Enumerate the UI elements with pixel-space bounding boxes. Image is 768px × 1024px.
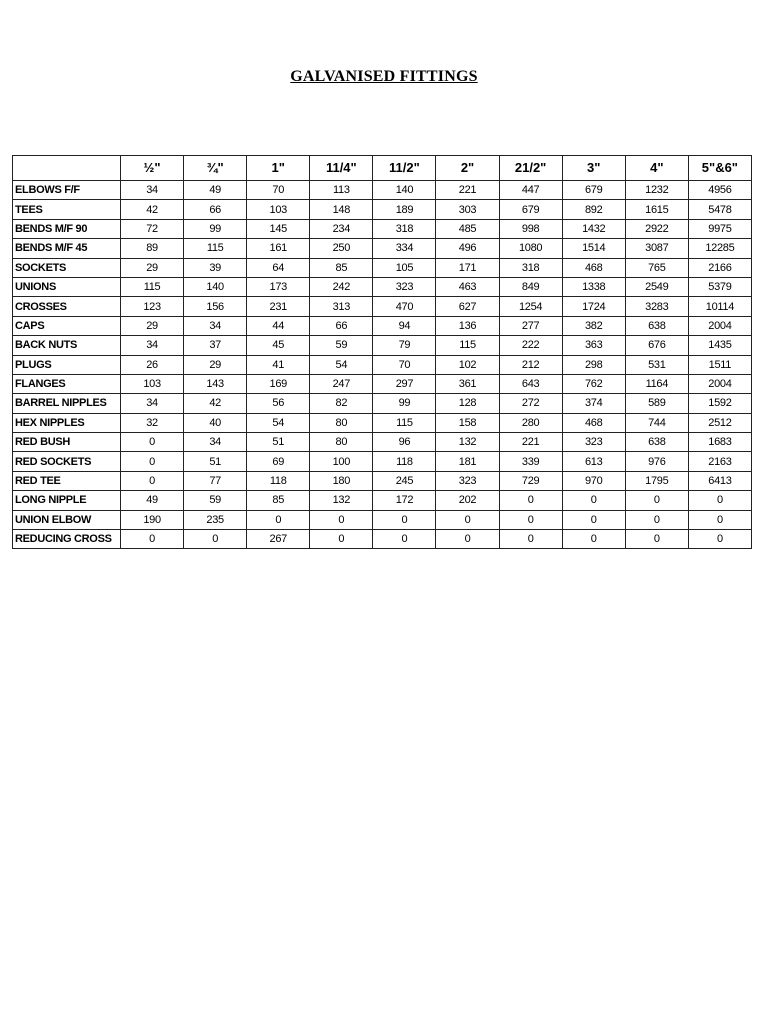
table-row — [13, 297, 752, 316]
row-label: PLUGS — [13, 355, 121, 374]
price-cell: 2549 — [625, 277, 688, 296]
price-cell: 676 — [625, 336, 688, 355]
column-header: 11/4" — [310, 156, 373, 181]
price-cell: 2512 — [688, 413, 751, 432]
price-cell: 64 — [247, 258, 310, 277]
price-cell: 729 — [499, 471, 562, 490]
price-cell: 49 — [184, 181, 247, 200]
price-cell: 118 — [247, 471, 310, 490]
price-cell: 0 — [436, 530, 499, 549]
price-cell: 250 — [310, 239, 373, 258]
price-cell: 70 — [247, 181, 310, 200]
price-cell: 115 — [184, 239, 247, 258]
fittings-table-container — [12, 155, 751, 549]
price-cell: 59 — [310, 336, 373, 355]
price-cell: 140 — [184, 277, 247, 296]
price-cell: 41 — [247, 355, 310, 374]
row-label: CAPS — [13, 316, 121, 335]
price-cell: 1724 — [562, 297, 625, 316]
price-cell: 132 — [436, 433, 499, 452]
price-cell: 643 — [499, 374, 562, 393]
column-header: 1" — [247, 156, 310, 181]
price-cell: 1254 — [499, 297, 562, 316]
price-cell: 2166 — [688, 258, 751, 277]
price-cell: 323 — [373, 277, 436, 296]
price-cell: 638 — [625, 316, 688, 335]
price-cell: 0 — [499, 530, 562, 549]
price-cell: 1435 — [688, 336, 751, 355]
header-corner-cell — [13, 156, 121, 181]
price-cell: 0 — [688, 510, 751, 529]
price-cell: 0 — [499, 491, 562, 510]
price-cell: 9975 — [688, 219, 751, 238]
price-cell: 49 — [121, 491, 184, 510]
price-cell: 77 — [184, 471, 247, 490]
price-cell: 32 — [121, 413, 184, 432]
price-cell: 531 — [625, 355, 688, 374]
row-label: HEX NIPPLES — [13, 413, 121, 432]
price-cell: 2163 — [688, 452, 751, 471]
price-cell: 222 — [499, 336, 562, 355]
price-cell: 247 — [310, 374, 373, 393]
price-cell: 5379 — [688, 277, 751, 296]
price-cell: 44 — [247, 316, 310, 335]
price-cell: 94 — [373, 316, 436, 335]
table-row — [13, 374, 752, 393]
price-cell: 0 — [310, 530, 373, 549]
price-cell: 12285 — [688, 239, 751, 258]
price-cell: 115 — [121, 277, 184, 296]
price-cell: 59 — [184, 491, 247, 510]
price-cell: 103 — [121, 374, 184, 393]
price-cell: 245 — [373, 471, 436, 490]
row-label: LONG NIPPLE — [13, 491, 121, 510]
column-header: 5"&6" — [688, 156, 751, 181]
price-cell: 1432 — [562, 219, 625, 238]
price-cell: 96 — [373, 433, 436, 452]
price-cell: 0 — [310, 510, 373, 529]
price-cell: 69 — [247, 452, 310, 471]
table-header-row — [13, 156, 752, 181]
price-cell: 169 — [247, 374, 310, 393]
price-cell: 45 — [247, 336, 310, 355]
price-cell: 51 — [247, 433, 310, 452]
column-header: ¾" — [184, 156, 247, 181]
price-cell: 382 — [562, 316, 625, 335]
price-cell: 0 — [688, 530, 751, 549]
price-cell: 970 — [562, 471, 625, 490]
price-cell: 5478 — [688, 200, 751, 219]
price-cell: 470 — [373, 297, 436, 316]
price-cell: 34 — [121, 181, 184, 200]
price-cell: 80 — [310, 413, 373, 432]
price-cell: 72 — [121, 219, 184, 238]
price-cell: 10114 — [688, 297, 751, 316]
price-cell: 161 — [247, 239, 310, 258]
price-cell: 280 — [499, 413, 562, 432]
price-cell: 34 — [121, 394, 184, 413]
price-cell: 136 — [436, 316, 499, 335]
price-cell: 1615 — [625, 200, 688, 219]
price-cell: 1164 — [625, 374, 688, 393]
price-cell: 39 — [184, 258, 247, 277]
price-cell: 298 — [562, 355, 625, 374]
price-cell: 173 — [247, 277, 310, 296]
price-cell: 762 — [562, 374, 625, 393]
price-cell: 0 — [373, 530, 436, 549]
price-cell: 26 — [121, 355, 184, 374]
column-header: 21/2" — [499, 156, 562, 181]
price-cell: 190 — [121, 510, 184, 529]
price-cell: 66 — [184, 200, 247, 219]
price-cell: 447 — [499, 181, 562, 200]
price-cell: 339 — [499, 452, 562, 471]
price-cell: 2004 — [688, 316, 751, 335]
row-label: FLANGES — [13, 374, 121, 393]
table-row — [13, 510, 752, 529]
price-cell: 318 — [499, 258, 562, 277]
table-row — [13, 239, 752, 258]
price-cell: 0 — [184, 530, 247, 549]
price-cell: 105 — [373, 258, 436, 277]
price-cell: 0 — [625, 510, 688, 529]
price-cell: 99 — [373, 394, 436, 413]
table-row — [13, 530, 752, 549]
price-cell: 128 — [436, 394, 499, 413]
row-label: SOCKETS — [13, 258, 121, 277]
price-cell: 6413 — [688, 471, 751, 490]
price-cell: 2004 — [688, 374, 751, 393]
price-cell: 0 — [562, 510, 625, 529]
price-cell: 115 — [436, 336, 499, 355]
price-cell: 0 — [562, 530, 625, 549]
price-cell: 361 — [436, 374, 499, 393]
price-cell: 0 — [121, 452, 184, 471]
price-cell: 231 — [247, 297, 310, 316]
price-cell: 158 — [436, 413, 499, 432]
price-cell: 34 — [184, 433, 247, 452]
price-cell: 99 — [184, 219, 247, 238]
price-cell: 976 — [625, 452, 688, 471]
price-cell: 103 — [247, 200, 310, 219]
price-cell: 85 — [310, 258, 373, 277]
row-label: BENDS M/F 90 — [13, 219, 121, 238]
price-cell: 1683 — [688, 433, 751, 452]
price-cell: 849 — [499, 277, 562, 296]
price-cell: 1232 — [625, 181, 688, 200]
price-cell: 145 — [247, 219, 310, 238]
table-row — [13, 258, 752, 277]
price-cell: 374 — [562, 394, 625, 413]
row-label: BARREL NIPPLES — [13, 394, 121, 413]
price-cell: 34 — [184, 316, 247, 335]
row-label: RED BUSH — [13, 433, 121, 452]
price-cell: 180 — [310, 471, 373, 490]
price-cell: 148 — [310, 200, 373, 219]
price-cell: 0 — [121, 433, 184, 452]
table-header — [13, 156, 752, 181]
row-label: RED SOCKETS — [13, 452, 121, 471]
price-cell: 1795 — [625, 471, 688, 490]
price-cell: 297 — [373, 374, 436, 393]
price-cell: 318 — [373, 219, 436, 238]
price-cell: 221 — [499, 433, 562, 452]
price-cell: 4956 — [688, 181, 751, 200]
price-cell: 1514 — [562, 239, 625, 258]
price-cell: 115 — [373, 413, 436, 432]
price-cell: 0 — [121, 471, 184, 490]
column-header: ½" — [121, 156, 184, 181]
row-label: BENDS M/F 45 — [13, 239, 121, 258]
price-cell: 171 — [436, 258, 499, 277]
column-header: 11/2" — [373, 156, 436, 181]
price-cell: 82 — [310, 394, 373, 413]
price-cell: 40 — [184, 413, 247, 432]
price-cell: 70 — [373, 355, 436, 374]
price-cell: 51 — [184, 452, 247, 471]
price-cell: 0 — [625, 491, 688, 510]
price-cell: 0 — [436, 510, 499, 529]
price-cell: 221 — [436, 181, 499, 200]
price-cell: 156 — [184, 297, 247, 316]
price-cell: 892 — [562, 200, 625, 219]
price-cell: 42 — [121, 200, 184, 219]
table-row — [13, 277, 752, 296]
price-cell: 29 — [121, 316, 184, 335]
price-cell: 3283 — [625, 297, 688, 316]
table-body — [13, 181, 752, 549]
table-row — [13, 200, 752, 219]
price-cell: 0 — [625, 530, 688, 549]
row-label: TEES — [13, 200, 121, 219]
column-header: 4" — [625, 156, 688, 181]
price-cell: 66 — [310, 316, 373, 335]
column-header: 3" — [562, 156, 625, 181]
row-label: UNIONS — [13, 277, 121, 296]
price-cell: 463 — [436, 277, 499, 296]
price-cell: 323 — [436, 471, 499, 490]
price-cell: 29 — [184, 355, 247, 374]
price-cell: 1592 — [688, 394, 751, 413]
price-cell: 118 — [373, 452, 436, 471]
price-cell: 627 — [436, 297, 499, 316]
price-cell: 189 — [373, 200, 436, 219]
table-row — [13, 433, 752, 452]
price-cell: 638 — [625, 433, 688, 452]
price-cell: 102 — [436, 355, 499, 374]
page-title: GALVANISED FITTINGS — [290, 68, 478, 85]
price-cell: 0 — [688, 491, 751, 510]
table-row — [13, 394, 752, 413]
price-cell: 242 — [310, 277, 373, 296]
price-cell: 267 — [247, 530, 310, 549]
price-cell: 56 — [247, 394, 310, 413]
price-cell: 468 — [562, 258, 625, 277]
price-cell: 303 — [436, 200, 499, 219]
price-cell: 496 — [436, 239, 499, 258]
table-row — [13, 471, 752, 490]
price-cell: 0 — [373, 510, 436, 529]
price-cell: 1338 — [562, 277, 625, 296]
row-label: UNION ELBOW — [13, 510, 121, 529]
fittings-price-table — [12, 155, 752, 549]
price-cell: 744 — [625, 413, 688, 432]
price-cell: 589 — [625, 394, 688, 413]
table-row — [13, 336, 752, 355]
price-cell: 2922 — [625, 219, 688, 238]
price-cell: 202 — [436, 491, 499, 510]
table-row — [13, 413, 752, 432]
price-cell: 80 — [310, 433, 373, 452]
price-cell: 54 — [310, 355, 373, 374]
price-cell: 363 — [562, 336, 625, 355]
price-cell: 235 — [184, 510, 247, 529]
row-label: REDUCING CROSS — [13, 530, 121, 549]
price-cell: 100 — [310, 452, 373, 471]
price-cell: 140 — [373, 181, 436, 200]
price-cell: 272 — [499, 394, 562, 413]
table-row — [13, 491, 752, 510]
price-cell: 34 — [121, 336, 184, 355]
row-label: CROSSES — [13, 297, 121, 316]
price-cell: 29 — [121, 258, 184, 277]
price-cell: 0 — [247, 510, 310, 529]
price-cell: 0 — [562, 491, 625, 510]
price-cell: 212 — [499, 355, 562, 374]
price-cell: 123 — [121, 297, 184, 316]
price-cell: 1080 — [499, 239, 562, 258]
row-label: RED TEE — [13, 471, 121, 490]
price-cell: 234 — [310, 219, 373, 238]
price-cell: 277 — [499, 316, 562, 335]
price-cell: 334 — [373, 239, 436, 258]
price-cell: 85 — [247, 491, 310, 510]
price-cell: 323 — [562, 433, 625, 452]
price-cell: 132 — [310, 491, 373, 510]
table-row — [13, 219, 752, 238]
table-row — [13, 181, 752, 200]
price-cell: 468 — [562, 413, 625, 432]
row-label: BACK NUTS — [13, 336, 121, 355]
table-row — [13, 452, 752, 471]
price-cell: 1511 — [688, 355, 751, 374]
price-cell: 765 — [625, 258, 688, 277]
price-cell: 42 — [184, 394, 247, 413]
table-row — [13, 355, 752, 374]
price-cell: 679 — [562, 181, 625, 200]
price-cell: 181 — [436, 452, 499, 471]
price-cell: 3087 — [625, 239, 688, 258]
price-cell: 37 — [184, 336, 247, 355]
price-cell: 0 — [121, 530, 184, 549]
price-cell: 613 — [562, 452, 625, 471]
price-cell: 172 — [373, 491, 436, 510]
row-label: ELBOWS F/F — [13, 181, 121, 200]
price-cell: 679 — [499, 200, 562, 219]
price-cell: 89 — [121, 239, 184, 258]
column-header: 2" — [436, 156, 499, 181]
price-cell: 54 — [247, 413, 310, 432]
price-cell: 113 — [310, 181, 373, 200]
table-row — [13, 316, 752, 335]
price-cell: 998 — [499, 219, 562, 238]
price-cell: 485 — [436, 219, 499, 238]
price-cell: 143 — [184, 374, 247, 393]
price-cell: 313 — [310, 297, 373, 316]
price-cell: 0 — [499, 510, 562, 529]
price-cell: 79 — [373, 336, 436, 355]
